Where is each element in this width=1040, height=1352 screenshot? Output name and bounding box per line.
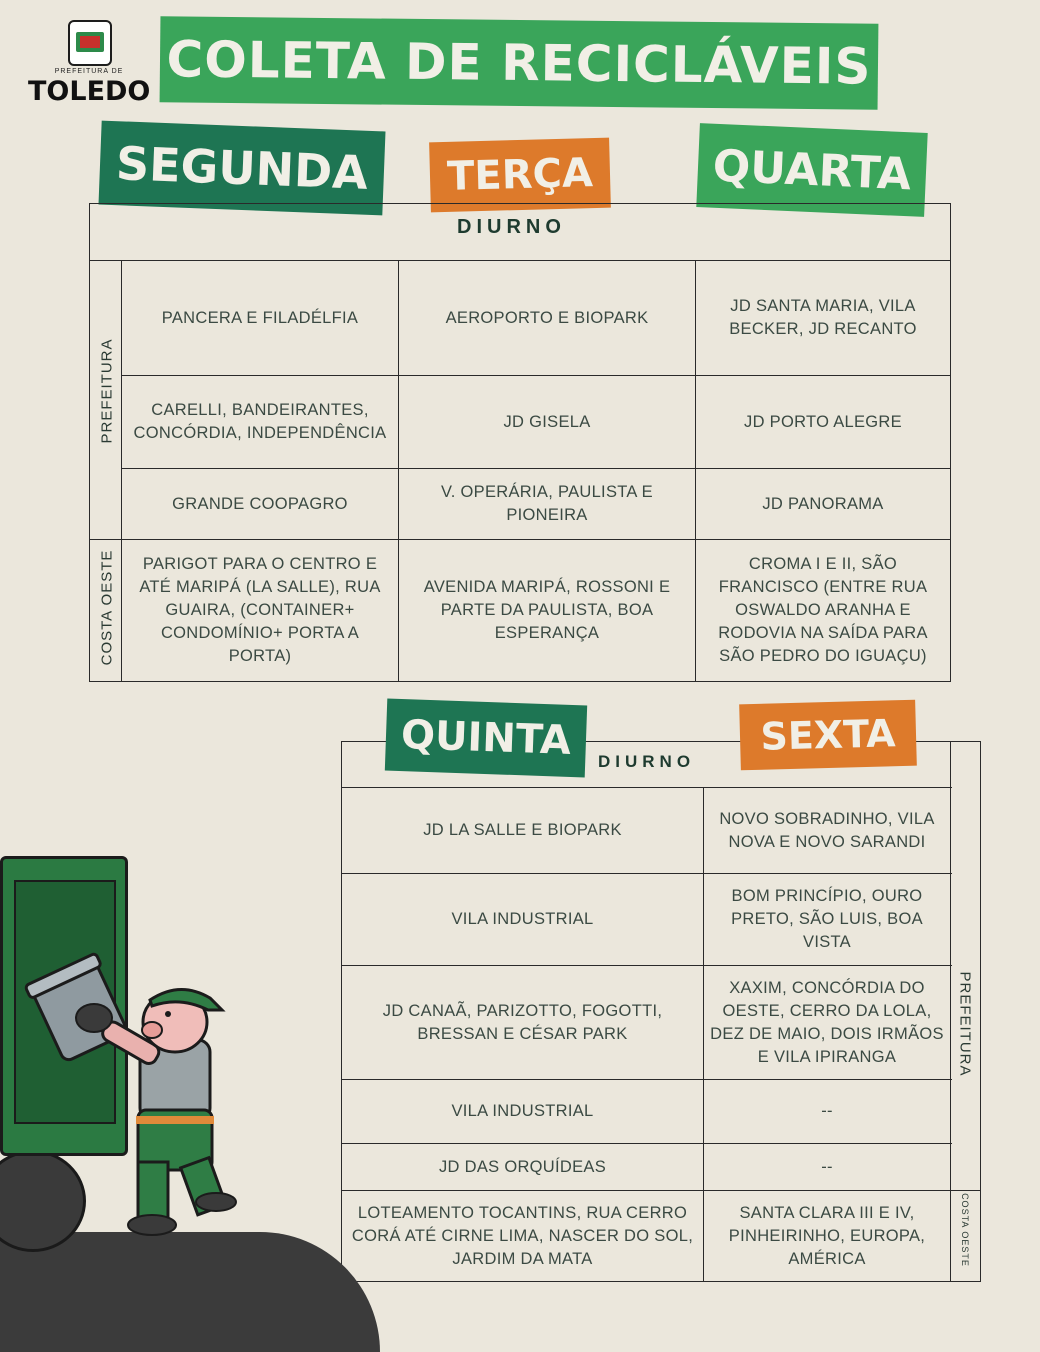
table-cell: PANCERA E FILADÉLFIA (161, 308, 359, 327)
pig-worker-mascot-icon (10, 940, 270, 1240)
day-label-thursday: QUINTA (385, 699, 587, 778)
table-cell: JD SANTA MARIA, VILA BECKER, JD RECANTO (729, 297, 917, 338)
table-cell: JD DAS ORQUÍDEAS (438, 1157, 607, 1176)
table-cell: JD PANORAMA (762, 494, 884, 513)
table-cell: PARIGOT PARA O CENTRO E ATÉ MARIPÁ (LA SALLE), RUA GUAIRA, (CONTAINER+ CONDOMÍNIO+ PORTA A PORTA) (139, 555, 381, 665)
table-cell: VILA INDUSTRIAL (451, 1102, 594, 1120)
table-cell: JD CANAÃ, PARIZOTTO, FOGOTTI, BRESSAN E CÉSAR PARK (382, 1001, 663, 1043)
day-label-wednesday: QUARTA (696, 123, 927, 217)
group-label-prefeitura: PREFEITURA (956, 971, 974, 1077)
page-title: COLETA DE RECICLÁVEIS (160, 16, 879, 110)
table-cell: NOVO SOBRADINHO, VILA NOVA E NOVO SARANDI (719, 809, 935, 851)
group-label-costa-oeste: COSTA OESTE (960, 1193, 970, 1267)
group-label-costa-oeste: COSTA OESTE (98, 549, 116, 666)
table-cell: -- (821, 1102, 833, 1120)
table-cell: JD LA SALLE E BIOPARK (423, 821, 622, 839)
table-cell: XAXIM, CONCÓRDIA DO OESTE, CERRO DA LOLA, DEZ DE MAIO, DOIS IRMÃOS E VILA IPIRANGA (710, 978, 944, 1066)
top-schedule-table (89, 203, 951, 682)
period-label: DIURNO (598, 752, 696, 771)
table-cell: CROMA I E II, SÃO FRANCISCO (ENTRE RUA OSWALDO ARANHA E RODOVIA NA SAÍDA PARA SÃO PEDRO DO IGUAÇU) (718, 555, 928, 665)
table-cell: AEROPORTO E BIOPARK (445, 308, 649, 327)
table-cell: VILA INDUSTRIAL (451, 910, 594, 928)
toledo-logo (28, 18, 150, 110)
bottom-schedule-table (341, 741, 981, 1282)
table-cell: AVENIDA MARIPÁ, ROSSONI E PARTE DA PAULISTA, BOA ESPERANÇA (423, 578, 671, 642)
table-cell: JD PORTO ALEGRE (744, 412, 902, 431)
day-label-friday: SEXTA (739, 700, 917, 771)
period-label: DIURNO (457, 216, 566, 238)
day-label-tuesday: TERÇA (429, 138, 611, 213)
table-cell: CARELLI, BANDEIRANTES, CONCÓRDIA, INDEPENDÊNCIA (133, 401, 387, 442)
table-cell: GRANDE COOPAGRO (172, 494, 348, 513)
table-cell: -- (821, 1157, 833, 1176)
day-label-monday: SEGUNDA (98, 121, 385, 216)
logo-subtitle: PREFEITURA DE (54, 68, 124, 75)
table-cell: SANTA CLARA III E IV, PINHEIRINHO, EUROPA, AMÉRICA (728, 1203, 926, 1268)
group-label-prefeitura: PREFEITURA (98, 338, 116, 444)
road-illustration (0, 1232, 380, 1352)
city-crest-icon (68, 20, 112, 66)
table-cell: V. OPERÁRIA, PAULISTA E PIONEIRA (440, 483, 653, 524)
logo-name: TOLEDO (28, 76, 151, 107)
table-cell: JD GISELA (503, 412, 591, 431)
table-cell: LOTEAMENTO TOCANTINS, RUA CERRO CORÁ ATÉ CIRNE LIMA, NASCER DO SOL, JARDIM DA MATA (351, 1203, 694, 1268)
table-cell: BOM PRINCÍPIO, OURO PRETO, SÃO LUIS, BOA VISTA (731, 887, 923, 951)
